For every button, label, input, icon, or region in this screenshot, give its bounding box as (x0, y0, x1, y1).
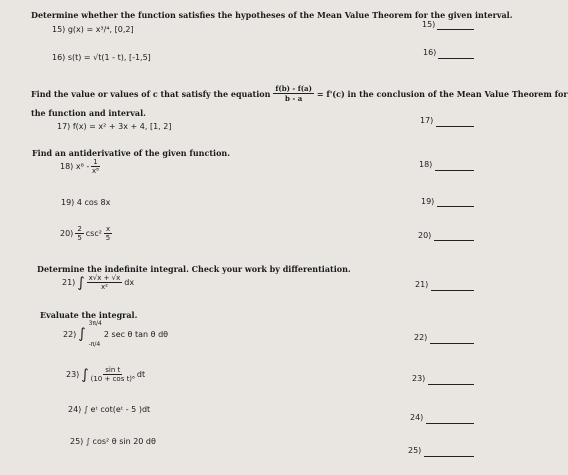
problem-20-label: 20) (60, 229, 74, 238)
problem-21-fraction (87, 274, 123, 291)
answer-line-25 (424, 456, 474, 457)
problem-22-limits (89, 320, 102, 348)
problem-20-numerator-1: 2 (77, 225, 82, 233)
section-indef-heading: Determine the indefinite integral. Check your work by differentiation. (37, 264, 351, 274)
problem-23 (66, 366, 145, 383)
answer-label-25: 25) (408, 446, 422, 455)
answer-line-17 (436, 126, 474, 127)
answer-label-22: 22) (414, 333, 428, 342)
problem-22-integrand: 2 sec θ tan θ dθ (103, 329, 169, 339)
problem-23-label: 23) (66, 370, 80, 379)
problem-15: 15) g(x) = x³/⁴, [0,2] (52, 25, 134, 34)
problem-22 (63, 320, 168, 348)
integral-sign-icon: ∫ (77, 274, 85, 291)
problem-24: 24) ∫ eᵗ cot(eᵗ - 5 )dt (68, 405, 151, 414)
answer-line-21 (431, 290, 474, 291)
problem-20-denominator-2: 5 (105, 234, 111, 242)
problem-18-numerator: 1 (93, 158, 98, 166)
answer-line-18 (435, 170, 474, 171)
answer-label-20: 20) (418, 231, 432, 240)
problem-22-upper-limit: 3π/4 (88, 320, 102, 327)
problem-19: 19) 4 cos 8x (61, 198, 111, 207)
answer-line-23 (428, 384, 474, 385)
section-antideriv-heading: Find an antiderivative of the given function. (32, 148, 230, 158)
section-evaluate-heading: Evaluate the integral. (40, 310, 138, 320)
answer-label-15: 15) (422, 20, 436, 29)
problem-21-numerator: x√x + √x (88, 274, 121, 282)
integral-sign-icon: ∫ (78, 326, 86, 342)
answer-label-19: 19) (421, 197, 435, 206)
problem-23-numerator: sin t (105, 366, 121, 374)
answer-label-18: 18) (419, 160, 433, 169)
answer-label-17: 17) (420, 116, 434, 125)
problem-23-fraction (91, 366, 135, 383)
problem-20-csc: csc² (85, 229, 102, 238)
problem-20-denominator-1: 5 (77, 234, 82, 242)
problem-22-lower-limit: -π/4 (88, 341, 101, 348)
answer-line-16 (438, 58, 474, 59)
answer-line-22 (430, 343, 474, 344)
problem-18-denominator: x⁸ (91, 167, 99, 175)
problem-20 (60, 225, 112, 242)
answer-line-20 (434, 240, 474, 241)
section-mvt-heading: Determine whether the function satisfies the hypotheses of the Mean Value Theorem for the given interval. (31, 10, 513, 20)
problem-18-fraction (91, 158, 99, 175)
answer-line-24 (426, 423, 474, 424)
problem-18-text: 18) x⁸ - (60, 162, 90, 171)
problem-21-denominator: x² (100, 283, 108, 291)
answer-label-16: 16) (423, 48, 437, 57)
problem-25: 25) ∫ cos² θ sin 20 dθ (70, 437, 156, 446)
problem-18 (60, 158, 100, 175)
problem-17: 17) f(x) = x² + 3x + 4, [1, 2] (57, 122, 172, 131)
answer-line-19 (437, 206, 474, 207)
problem-23-dt: dt (136, 370, 146, 379)
answer-label-21: 21) (415, 280, 429, 289)
integral-sign-icon: ∫ (81, 366, 89, 383)
problem-20-numerator-2: x (105, 225, 111, 233)
problem-21-dx: dx (124, 278, 135, 287)
problem-22-label: 22) (63, 329, 77, 339)
problem-21-label: 21) (62, 278, 76, 287)
problem-20-fraction-2 (104, 225, 112, 242)
problem-16: 16) s(t) = √t(1 - t), [-1,5] (52, 53, 151, 62)
find-c-numerator: f(b) - f(a) (275, 84, 312, 93)
problem-21 (62, 274, 134, 291)
problem-23-denominator: (10 + cos t)⁶ (90, 375, 135, 383)
section-find-c-heading (31, 84, 568, 103)
answer-label-24: 24) (410, 413, 424, 422)
answer-label-23: 23) (412, 374, 426, 383)
find-c-text-pre: Find the value or values of c that satisfy the equation (31, 88, 271, 99)
find-c-denominator: b - a (285, 94, 303, 103)
problem-20-fraction-1 (75, 225, 83, 242)
section-find-c-line2: the function and interval. (31, 108, 146, 118)
answer-line-15 (437, 29, 474, 30)
find-c-fraction (273, 84, 313, 103)
find-c-text-post: = f'(c) in the conclusion of the Mean Value Theorem for (316, 88, 568, 99)
